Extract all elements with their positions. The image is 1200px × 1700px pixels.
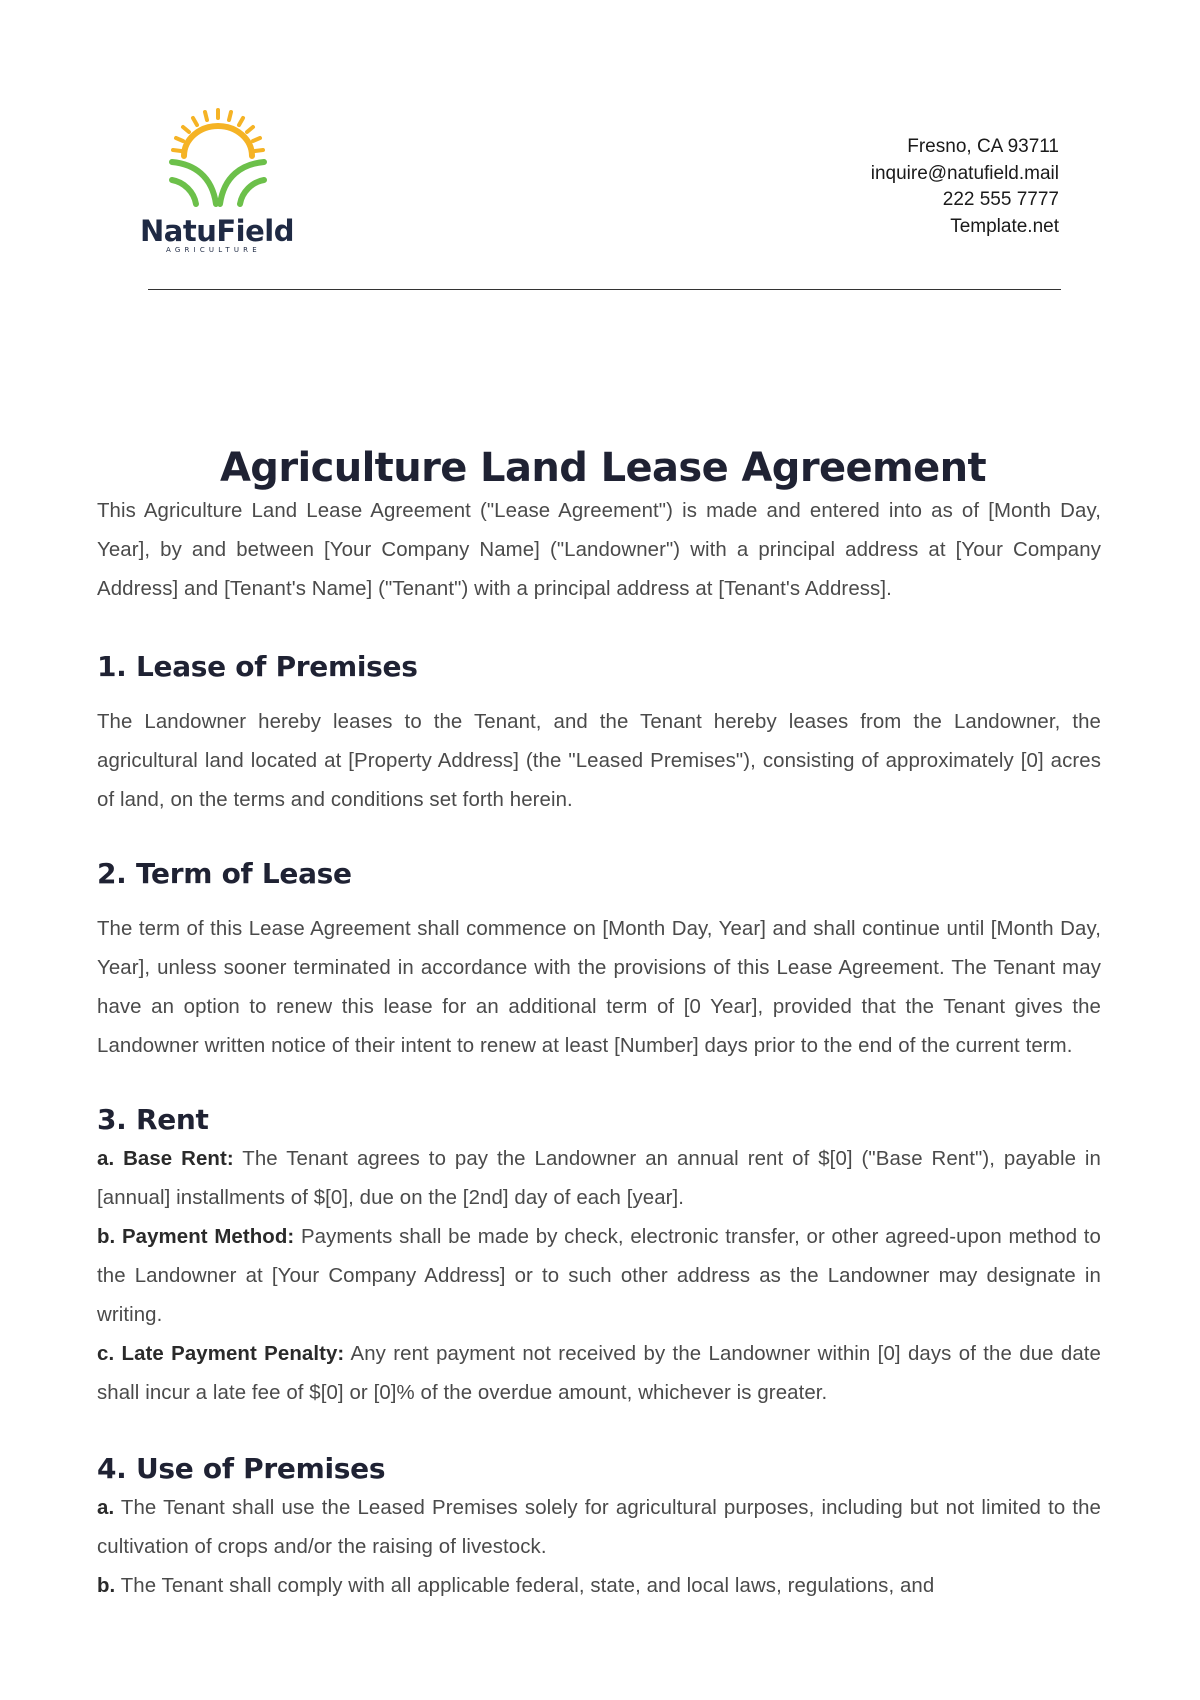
section-heading-use-of-premises: 4. Use of Premises <box>97 1452 386 1485</box>
brand-tagline: AGRICULTURE <box>166 246 261 254</box>
contact-info <box>871 134 1059 240</box>
contact-address: Fresno, CA 93711 <box>907 136 1059 157</box>
item-label: a. Base Rent: <box>97 1148 234 1170</box>
section-text-term-of-lease: The term of this Lease Agreement shall commence on [Month Day, Year] and shall continue until [Month Day, Year], unless sooner terminated in accordance with the provisions of this Lease Agreement. The Tenant may have an option to renew this lease for an additional term of [0 Year], provided that the Tenant gives the Landowner written notice of their intent to renew at least [Number] days prior to the end of the current term. <box>97 918 1101 1057</box>
item-text: The Tenant shall use the Leased Premises solely for agricultural purposes, including but not limited to the cultivation of crops and/or the raising of livestock. <box>97 1497 1101 1558</box>
use-item-b <box>97 1567 1101 1606</box>
section-heading-lease-of-premises: 1. Lease of Premises <box>97 650 418 683</box>
item-text: Payments shall be made by check, electronic transfer, or other agreed-upon method to the Landowner at [Your Company Address] or to such other address as the Landowner may designate in writing. <box>97 1226 1101 1326</box>
item-label: b. <box>97 1575 116 1597</box>
section-text-lease-of-premises: The Landowner hereby leases to the Tenant, and the Tenant hereby leases from the Landowner, the agricultural land located at [Property Address] (the "Leased Premises"), consisting of approximately [0] acres of land, on the terms and conditions set forth herein. <box>97 711 1101 811</box>
rent-item-payment-method <box>97 1218 1101 1335</box>
section-heading-rent: 3. Rent <box>97 1103 209 1136</box>
contact-website: Template.net <box>950 215 1059 237</box>
item-text: The Tenant shall comply with all applicable federal, state, and local laws, regulations, and <box>115 1575 935 1597</box>
item-text: Any rent payment not received by the Landowner within [0] days of the due date shall incur a late fee of $[0] or [0]% of the overdue amount, whichever is greater. <box>97 1343 1101 1404</box>
intro-paragraph: This Agriculture Land Lease Agreement ("Lease Agreement") is made and entered into as of [Month Day, Year], by and between [Your Company Name] ("Landowner") with a principal address at [Your Company Address] and [Tenant's Name] ("Tenant") with a principal address at [Tenant's Address]. <box>97 500 1101 600</box>
document-body <box>97 440 1101 1606</box>
contact-phone: 222 555 7777 <box>942 189 1059 210</box>
rent-item-base-rent <box>97 1140 1101 1218</box>
item-text: The Tenant agrees to pay the Landowner an annual rent of $[0] ("Base Rent"), payable in [annual] installments of $[0], due on the [2nd] day of each [year]. <box>97 1148 1101 1209</box>
contact-email: inquire@natufield.mail <box>870 162 1059 184</box>
item-label: a. <box>97 1497 115 1519</box>
sun-fields-logo-icon <box>164 108 272 212</box>
use-item-a <box>97 1489 1101 1567</box>
section-heading-term-of-lease: 2. Term of Lease <box>97 857 352 890</box>
document-title: Agriculture Land Lease Agreement <box>219 445 987 491</box>
brand-name: NatuField <box>140 214 294 248</box>
item-label: b. Payment Method: <box>97 1226 295 1248</box>
rent-item-late-payment <box>97 1335 1101 1413</box>
company-logo <box>140 108 300 254</box>
header-divider <box>148 289 1061 290</box>
item-label: c. Late Payment Penalty: <box>97 1343 345 1365</box>
